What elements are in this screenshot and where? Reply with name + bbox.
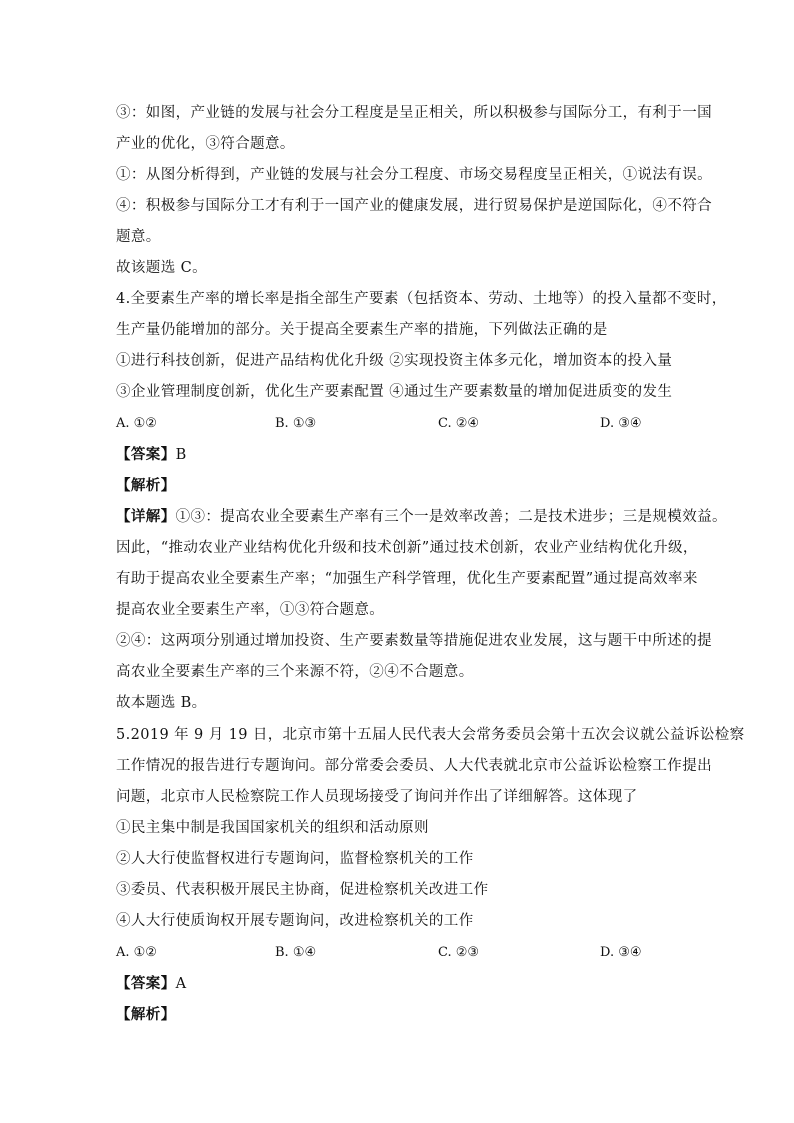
q5-item-1: ①民主集中制是我国国家机关的组织和活动原则 [116, 820, 429, 836]
q4-detail-line-6: 高农业全要素生产率的三个来源不符，②④不合题意。 [116, 664, 474, 680]
answer-value: B [175, 447, 187, 463]
q4-analysis-label: 【解析】 [116, 477, 176, 494]
q5-item-3: ③委员、代表积极开展民主协商，促进检察机关改进工作 [116, 882, 489, 898]
q5-item-4: ④人大行使质询权开展专题询问，改进检察机关的工作 [116, 913, 474, 929]
q5-option-c: C. ②③ [438, 945, 480, 960]
q3-analysis-line-4: ④：积极参与国际分工才有利于一国产业的健康发展，进行贸易保护是逆国际化，④不符合 [116, 198, 712, 214]
detail-text: ①③：提高农业全要素生产率有三个一是效率改善；二是技术进步；三是规模效益。 [175, 509, 727, 525]
q3-conclusion: 故该题选 C。 [116, 260, 208, 276]
q5-analysis-label: 【解析】 [116, 1006, 176, 1023]
q5-option-a: A. ①② [116, 945, 157, 960]
q4-detail-line-5: ②④：这两项分别通过增加投资、生产要素数量等措施促进农业发展，这与题干中所述的提 [116, 633, 712, 649]
q3-analysis-line-3: ①：从图分析得到，产业链的发展与社会分工程度、市场交易程度呈正相关，①说法有误。 [116, 167, 712, 183]
q4-detail-line-1 [116, 507, 727, 527]
q5-stem-line-2: 工作情况的报告进行专题询问。部分常委会委员、人大代表就北京市公益诉讼检察工作提出 [116, 758, 712, 774]
answer-value: A [175, 976, 187, 992]
q4-option-b: B. ①③ [275, 416, 317, 431]
q5-option-b: B. ①④ [275, 945, 317, 960]
q4-detail-line-3: 有助于提高农业全要素生产率；“加强生产科学管理，优化生产要素配置”通过提高效率来 [116, 571, 698, 587]
q5-stem-line-1: 5.2019 年 9 月 19 日，北京市第十五届人民代表大会常务委员会第十五次会议就公益诉讼检察 [116, 727, 745, 743]
q5-answer [116, 974, 186, 994]
q4-items-row-2: ③企业管理制度创新，优化生产要素配置 ④通过生产要素数量的增加促进质变的发生 [116, 384, 673, 400]
q3-analysis-line-2: 产业的优化，③符合题意。 [116, 136, 295, 152]
q5-option-d: D. ③④ [600, 945, 642, 960]
q4-detail-line-2: 因此，“推动农业产业结构优化升级和技术创新”通过技术创新，农业产业结构优化升级， [116, 540, 698, 556]
detail-label: 【详解】 [116, 508, 176, 525]
q4-stem-line-1: 4.全要素生产率的增长率是指全部生产要素（包括资本、劳动、土地等）的投入量都不变时， [116, 291, 727, 307]
q3-analysis-line-5: 题意。 [116, 229, 161, 245]
q4-option-d: D. ③④ [600, 416, 642, 431]
answer-label: 【答案】 [116, 975, 176, 992]
q4-conclusion: 故本题选 B。 [116, 695, 207, 711]
q4-answer [116, 445, 187, 465]
q3-analysis-line-1: ③：如图，产业链的发展与社会分工程度是呈正相关，所以积极参与国际分工，有利于一国 [116, 105, 712, 121]
q5-stem-line-3: 问题，北京市人民检察院工作人员现场接受了询问并作出了详细解答。这体现了 [116, 789, 638, 805]
q4-items-row-1: ①进行科技创新，促进产品结构优化升级 ②实现投资主体多元化，增加资本的投入量 [116, 353, 673, 369]
q4-stem-line-2: 生产量仍能增加的部分。关于提高全要素生产率的措施，下列做法正确的是 [116, 322, 608, 338]
answer-label: 【答案】 [116, 446, 176, 463]
q4-option-c: C. ②④ [438, 416, 480, 431]
q4-detail-line-4: 提高农业全要素生产率，①③符合题意。 [116, 602, 385, 618]
q5-item-2: ②人大行使监督权进行专题询问，监督检察机关的工作 [116, 851, 474, 867]
q4-option-a: A. ①② [116, 416, 157, 431]
